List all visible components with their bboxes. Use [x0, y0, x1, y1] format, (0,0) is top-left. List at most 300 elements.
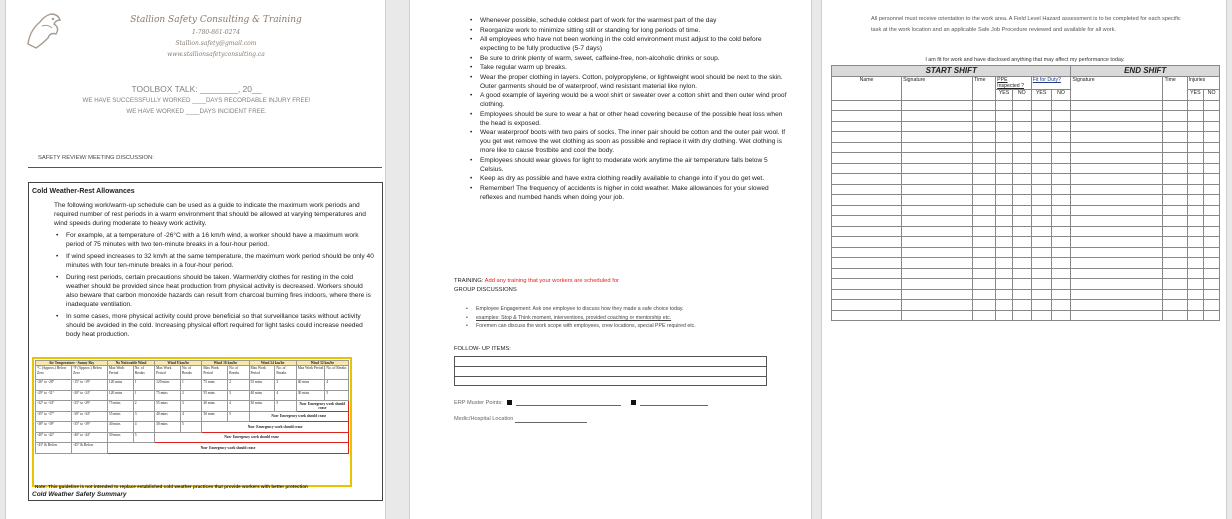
sign-in-cell[interactable]	[996, 247, 1013, 258]
sign-in-cell[interactable]	[1071, 174, 1163, 185]
sign-in-cell[interactable]	[996, 279, 1013, 290]
sign-in-cell[interactable]	[1051, 100, 1071, 111]
cold-weather-tips	[468, 16, 788, 202]
table-row[interactable]	[832, 268, 1220, 279]
sign-in-cell[interactable]	[1163, 174, 1187, 185]
sign-in-cell[interactable]	[1051, 310, 1071, 321]
sign-in-cell[interactable]	[832, 184, 902, 195]
sign-in-cell[interactable]	[1012, 258, 1031, 269]
sign-in-cell[interactable]	[832, 268, 902, 279]
table-row[interactable]	[832, 100, 1220, 111]
sign-in-cell[interactable]	[1187, 237, 1204, 248]
sign-in-cell[interactable]	[1187, 184, 1204, 195]
sign-in-cell[interactable]	[1012, 226, 1031, 237]
sign-in-cell[interactable]	[973, 216, 996, 227]
group-discussion-bullets	[464, 305, 784, 331]
cold-weather-section	[28, 182, 383, 501]
sign-in-cell[interactable]	[902, 111, 973, 122]
sign-in-cell[interactable]	[1051, 279, 1071, 290]
sign-in-cell[interactable]	[1187, 226, 1204, 237]
sign-in-cell[interactable]	[996, 100, 1013, 111]
sign-in-cell[interactable]	[902, 184, 973, 195]
sign-in-cell[interactable]	[1204, 111, 1220, 122]
company-name: Stallion Safety Consulting & Training	[130, 15, 302, 25]
sign-in-cell[interactable]	[902, 279, 973, 290]
sign-in-cell[interactable]	[1204, 153, 1220, 164]
table-row[interactable]	[832, 121, 1220, 132]
sign-in-cell[interactable]	[832, 310, 902, 321]
sign-in-cell[interactable]	[1187, 121, 1204, 132]
sign-in-cell[interactable]	[1163, 153, 1187, 164]
sign-in-cell[interactable]	[1031, 111, 1051, 122]
sign-in-cell[interactable]	[1031, 142, 1051, 153]
sign-in-cell[interactable]	[1204, 310, 1220, 321]
sign-in-cell[interactable]	[973, 247, 996, 258]
sign-in-cell[interactable]	[1012, 289, 1031, 300]
table-row[interactable]	[832, 300, 1220, 311]
sign-in-cell[interactable]	[1163, 247, 1187, 258]
sign-in-cell[interactable]	[1051, 184, 1071, 195]
sign-in-cell[interactable]	[996, 174, 1013, 185]
chart-cell: 75 mins	[107, 401, 133, 412]
sign-in-cell[interactable]	[902, 142, 973, 153]
erp-field-2[interactable]	[640, 399, 708, 406]
rest-allowance-bullets	[54, 231, 376, 339]
sign-in-cell[interactable]	[973, 258, 996, 269]
sign-in-cell[interactable]	[1071, 310, 1163, 321]
sign-in-cell[interactable]	[1051, 142, 1071, 153]
sign-in-cell[interactable]	[1051, 121, 1071, 132]
sign-in-cell[interactable]	[1031, 247, 1051, 258]
sign-in-cell[interactable]	[1012, 132, 1031, 143]
sign-in-cell[interactable]	[1187, 258, 1204, 269]
chart-sub-header: Max Work Period	[249, 366, 275, 380]
list-item: • Reorganize work to minimize sitting still or standing for long periods of time.	[468, 26, 788, 35]
sign-in-cell[interactable]	[1071, 247, 1163, 258]
sign-in-cell[interactable]	[832, 100, 902, 111]
table-row[interactable]	[832, 163, 1220, 174]
sign-in-cell[interactable]	[973, 111, 996, 122]
sign-in-cell[interactable]	[1051, 258, 1071, 269]
sign-in-cell[interactable]	[973, 153, 996, 164]
chart-cell: -20° to -24°	[72, 390, 108, 401]
sign-in-cell[interactable]	[1204, 195, 1220, 206]
sign-in-cell[interactable]	[1031, 310, 1051, 321]
table-row[interactable]	[832, 174, 1220, 185]
sign-in-cell[interactable]	[973, 121, 996, 132]
sign-in-cell[interactable]	[1163, 132, 1187, 143]
sign-in-cell[interactable]	[1204, 268, 1220, 279]
sign-in-cell[interactable]	[902, 174, 973, 185]
sign-in-cell[interactable]	[973, 300, 996, 311]
sign-in-cell[interactable]	[1187, 111, 1204, 122]
sign-in-cell[interactable]	[832, 132, 902, 143]
table-row[interactable]	[832, 132, 1220, 143]
sign-in-cell[interactable]	[1031, 226, 1051, 237]
sign-in-cell[interactable]	[1204, 289, 1220, 300]
sign-in-cell[interactable]	[973, 205, 996, 216]
chart-sub-header: No. of Breaks	[180, 366, 201, 380]
sign-in-cell[interactable]	[1031, 174, 1051, 185]
chart-sub-header: No. of Breaks	[228, 366, 249, 380]
sign-in-cell[interactable]	[973, 100, 996, 111]
work-should-cease-cell: Non- Emergency work should cease	[107, 443, 348, 454]
chart-cell: 2	[133, 401, 154, 412]
end-shift-header: END SHIFT	[1071, 66, 1220, 77]
chart-group-header: Wind 8 km/hr	[155, 361, 202, 366]
sign-in-cell[interactable]	[996, 195, 1013, 206]
sign-in-cell[interactable]	[1187, 289, 1204, 300]
sign-in-cell[interactable]	[1163, 163, 1187, 174]
chart-sub-header: °F (Approx.) Below Zero	[72, 366, 108, 380]
chart-cell: 2	[228, 380, 249, 391]
medic-field[interactable]	[515, 416, 587, 423]
sign-in-cell[interactable]	[1071, 163, 1163, 174]
sign-in-cell[interactable]	[1163, 111, 1187, 122]
sign-in-cell[interactable]	[1051, 205, 1071, 216]
sign-in-cell[interactable]	[902, 237, 973, 248]
sign-in-cell[interactable]	[1071, 289, 1163, 300]
sign-in-cell[interactable]	[1204, 132, 1220, 143]
sign-in-cell[interactable]	[1204, 226, 1220, 237]
sign-in-cell[interactable]	[1031, 258, 1051, 269]
sign-in-cell[interactable]	[1071, 258, 1163, 269]
sign-in-cell[interactable]	[1012, 300, 1031, 311]
table-row[interactable]	[832, 195, 1220, 206]
sign-in-cell[interactable]	[832, 205, 902, 216]
chart-cell: -40° to -42°	[36, 432, 72, 443]
list-item: • Keep as dry as possible and have extra clothing readily available to change into if you do get wet.	[468, 174, 788, 183]
sign-in-cell[interactable]	[1187, 153, 1204, 164]
table-row[interactable]	[832, 258, 1220, 269]
sign-in-cell[interactable]	[1031, 153, 1051, 164]
sign-in-cell[interactable]	[973, 237, 996, 248]
sign-in-cell[interactable]	[1071, 142, 1163, 153]
sign-in-cell[interactable]	[902, 258, 973, 269]
sign-in-cell[interactable]	[902, 195, 973, 206]
table-row[interactable]	[832, 205, 1220, 216]
intro-paragraph: The following work/warm-up schedule can be used as a guide to indicate the maximum work periods and required number of rest periods in a warm environment that should be allowed at varying temperatures and wind speeds during moderate to heavy work activity.	[54, 202, 366, 227]
sign-in-cell[interactable]	[1071, 121, 1163, 132]
sign-in-cell[interactable]	[832, 216, 902, 227]
sign-in-cell[interactable]	[1204, 237, 1220, 248]
sign-in-cell[interactable]	[832, 247, 902, 258]
sign-in-cell[interactable]	[1071, 237, 1163, 248]
sign-in-cell[interactable]	[832, 279, 902, 290]
sign-in-cell[interactable]	[1204, 279, 1220, 290]
sign-in-cell[interactable]	[1204, 258, 1220, 269]
sign-in-cell[interactable]	[1051, 226, 1071, 237]
sign-in-cell[interactable]	[996, 268, 1013, 279]
chart-cell: 30 mins	[296, 390, 325, 401]
col-time-end: Time	[1163, 77, 1187, 101]
sign-in-cell[interactable]	[1187, 216, 1204, 227]
medic-label: Medic/Hospital Location	[454, 416, 514, 422]
sign-in-cell[interactable]	[1012, 163, 1031, 174]
list-item: • All employees who have not been working in the cold environment must adjust to the cold before expecting to be fully productive (5-7 days)	[468, 35, 788, 53]
sign-in-cell[interactable]	[996, 121, 1013, 132]
sign-in-cell[interactable]	[1031, 289, 1051, 300]
sign-in-cell[interactable]	[1012, 310, 1031, 321]
sign-in-cell[interactable]	[1204, 300, 1220, 311]
sign-in-cell[interactable]	[1187, 205, 1204, 216]
sign-in-cell[interactable]	[1012, 268, 1031, 279]
checkbox-icon[interactable]	[507, 400, 512, 405]
sign-in-cell[interactable]	[1187, 100, 1204, 111]
sign-in-cell[interactable]	[1012, 121, 1031, 132]
sign-in-cell[interactable]	[1051, 237, 1071, 248]
list-item: • Whenever possible, schedule coldest part of work for the warmest part of the day	[468, 16, 788, 25]
followup-box[interactable]	[454, 356, 767, 386]
sign-in-cell[interactable]	[832, 142, 902, 153]
safety-review-label: SAFETY REVIEW/ MEETING DISCUSSION:	[38, 155, 154, 161]
sign-in-cell[interactable]	[902, 300, 973, 311]
sign-in-cell[interactable]	[832, 237, 902, 248]
sign-in-cell[interactable]	[1031, 100, 1051, 111]
sign-in-cell[interactable]	[1031, 132, 1051, 143]
sign-in-cell[interactable]	[973, 184, 996, 195]
sign-in-cell[interactable]	[996, 205, 1013, 216]
sign-in-cell[interactable]	[1031, 216, 1051, 227]
sign-in-cell[interactable]	[902, 153, 973, 164]
sign-in-cell[interactable]	[1051, 268, 1071, 279]
sign-in-cell[interactable]	[1051, 153, 1071, 164]
sign-in-cell[interactable]	[1031, 163, 1051, 174]
sign-in-cell[interactable]	[832, 121, 902, 132]
sign-in-cell[interactable]	[832, 111, 902, 122]
sign-in-cell[interactable]	[832, 226, 902, 237]
sign-in-cell[interactable]	[902, 247, 973, 258]
sign-in-cell[interactable]	[902, 121, 973, 132]
sign-in-cell[interactable]	[902, 216, 973, 227]
sign-in-cell[interactable]	[996, 300, 1013, 311]
chart-sub-header: °C (Approx.) Below Zero	[36, 366, 72, 380]
sign-in-cell[interactable]	[1071, 279, 1163, 290]
chart-cell: -25° to -29°	[72, 401, 108, 412]
table-row[interactable]	[832, 184, 1220, 195]
sign-in-cell[interactable]	[1012, 216, 1031, 227]
sign-in-cell[interactable]	[973, 174, 996, 185]
sign-in-cell[interactable]	[1163, 100, 1187, 111]
sign-in-cell[interactable]	[1187, 174, 1204, 185]
sign-in-cell[interactable]	[1071, 216, 1163, 227]
sign-in-cell[interactable]	[1051, 216, 1071, 227]
chart-cell: 3	[180, 401, 201, 412]
sign-in-cell[interactable]	[996, 237, 1013, 248]
table-row[interactable]	[832, 247, 1220, 258]
sign-in-cell[interactable]	[973, 268, 996, 279]
sign-in-cell[interactable]	[1163, 195, 1187, 206]
sign-in-cell[interactable]	[1187, 268, 1204, 279]
injury-free-line: WE HAVE SUCCESSFULLY WORKED ____DAYS RECORDABLE INJURY FREE!	[82, 97, 311, 104]
sign-in-cell[interactable]	[1163, 184, 1187, 195]
sign-in-cell[interactable]	[902, 289, 973, 300]
list-item: • If wind speed increases to 32 km/h at the same temperature, the maximum work period should be only 40 minutes with four ten-minute breaks in a four-hour period.	[54, 252, 376, 270]
sign-in-cell[interactable]	[996, 310, 1013, 321]
sign-in-cell[interactable]	[1051, 195, 1071, 206]
sign-in-cell[interactable]	[1031, 300, 1051, 311]
sign-in-cell[interactable]	[832, 174, 902, 185]
sign-in-cell[interactable]	[1071, 300, 1163, 311]
table-row[interactable]	[832, 279, 1220, 290]
sign-in-cell[interactable]	[1012, 247, 1031, 258]
sign-in-cell[interactable]	[1204, 174, 1220, 185]
sign-in-cell[interactable]	[1163, 268, 1187, 279]
list-item: • Take regular warm up breaks.	[468, 63, 788, 72]
sign-in-cell[interactable]	[1163, 310, 1187, 321]
table-row[interactable]	[832, 216, 1220, 227]
sign-in-cell[interactable]	[973, 289, 996, 300]
sign-in-cell[interactable]	[832, 258, 902, 269]
sign-in-cell[interactable]	[832, 289, 902, 300]
sign-in-cell[interactable]	[1031, 184, 1051, 195]
chart-sub-header: No. of Breaks	[325, 366, 349, 380]
sign-in-cell[interactable]	[1187, 195, 1204, 206]
sign-in-cell[interactable]	[973, 310, 996, 321]
sign-in-cell[interactable]	[1012, 184, 1031, 195]
sign-in-cell[interactable]	[1012, 279, 1031, 290]
sign-in-cell[interactable]	[1071, 132, 1163, 143]
sign-in-cell[interactable]	[902, 205, 973, 216]
sign-in-cell[interactable]	[1163, 237, 1187, 248]
sign-in-cell[interactable]	[1071, 205, 1163, 216]
sign-in-cell[interactable]	[1163, 279, 1187, 290]
sign-in-cell[interactable]	[1187, 132, 1204, 143]
sign-in-cell[interactable]	[1163, 226, 1187, 237]
sign-in-cell[interactable]	[1163, 216, 1187, 227]
sign-in-cell[interactable]	[996, 142, 1013, 153]
col-time: Time	[973, 77, 996, 101]
sign-in-cell[interactable]	[996, 184, 1013, 195]
chart-cell: 75 mins	[155, 390, 181, 401]
sign-in-cell[interactable]	[996, 226, 1013, 237]
sign-in-cell[interactable]	[973, 132, 996, 143]
sign-in-cell[interactable]	[832, 153, 902, 164]
sign-in-cell[interactable]	[1012, 195, 1031, 206]
sign-in-cell[interactable]	[902, 226, 973, 237]
sign-in-cell[interactable]	[973, 142, 996, 153]
sign-in-cell[interactable]	[1031, 268, 1051, 279]
sign-in-cell[interactable]	[996, 258, 1013, 269]
sign-in-cell[interactable]	[973, 195, 996, 206]
sign-in-cell[interactable]	[1012, 111, 1031, 122]
sign-in-cell[interactable]	[902, 132, 973, 143]
sign-in-cell[interactable]	[996, 111, 1013, 122]
sign-in-cell[interactable]	[902, 163, 973, 174]
sign-in-cell[interactable]	[1012, 237, 1031, 248]
checkbox-icon[interactable]	[631, 400, 636, 405]
table-row[interactable]	[832, 111, 1220, 122]
sign-in-cell[interactable]	[1051, 174, 1071, 185]
sign-in-cell[interactable]	[1187, 247, 1204, 258]
sign-in-cell[interactable]	[1204, 142, 1220, 153]
table-row[interactable]	[832, 142, 1220, 153]
sign-in-cell[interactable]	[832, 195, 902, 206]
col-name: Name	[832, 77, 902, 101]
sign-in-cell[interactable]	[1071, 226, 1163, 237]
sign-in-cell[interactable]	[1012, 205, 1031, 216]
sign-in-cell[interactable]	[1071, 153, 1163, 164]
sign-in-cell[interactable]	[996, 289, 1013, 300]
sign-in-cell[interactable]	[1031, 121, 1051, 132]
list-item: • Be sure to drink plenty of warm, sweet, caffeine-free, non-alcoholic drinks or soup.	[468, 54, 788, 63]
sign-in-cell[interactable]	[1051, 289, 1071, 300]
chart-group-header: Air Temperature - Sunny Sky	[36, 361, 108, 366]
sign-in-cell[interactable]	[1031, 205, 1051, 216]
sign-in-cell[interactable]	[1204, 247, 1220, 258]
sign-in-cell[interactable]	[1031, 195, 1051, 206]
sign-in-cell[interactable]	[1187, 163, 1204, 174]
start-shift-header: START SHIFT	[832, 66, 1071, 77]
sign-in-cell[interactable]	[1071, 100, 1163, 111]
table-row[interactable]	[832, 289, 1220, 300]
sign-in-cell[interactable]	[1012, 142, 1031, 153]
sign-in-cell[interactable]	[1012, 153, 1031, 164]
sign-in-cell[interactable]	[973, 279, 996, 290]
sign-in-cell[interactable]	[973, 226, 996, 237]
sign-in-cell[interactable]	[1187, 300, 1204, 311]
sign-in-cell[interactable]	[1163, 205, 1187, 216]
sign-in-cell[interactable]	[1204, 216, 1220, 227]
sign-in-cell[interactable]	[996, 163, 1013, 174]
table-row[interactable]	[832, 226, 1220, 237]
sign-in-cell[interactable]	[1204, 184, 1220, 195]
sign-in-cell[interactable]	[1031, 237, 1051, 248]
table-row[interactable]	[832, 153, 1220, 164]
sign-in-cell[interactable]	[1163, 121, 1187, 132]
sign-in-cell[interactable]	[1031, 279, 1051, 290]
sign-in-cell[interactable]	[1187, 310, 1204, 321]
sign-in-cell[interactable]	[1187, 279, 1204, 290]
sign-in-cell[interactable]	[1051, 163, 1071, 174]
sign-in-cell[interactable]	[1187, 142, 1204, 153]
sign-in-cell[interactable]	[1204, 121, 1220, 132]
sign-in-cell[interactable]	[996, 132, 1013, 143]
sign-in-cell[interactable]	[1012, 100, 1031, 111]
table-row[interactable]	[832, 310, 1220, 321]
sign-in-cell[interactable]	[1071, 111, 1163, 122]
sign-in-cell[interactable]	[1051, 300, 1071, 311]
sign-in-cell[interactable]	[902, 268, 973, 279]
sign-in-cell[interactable]	[1071, 184, 1163, 195]
list-item: • Employees should be sure to wear a hat or other head covering because of the possible heat loss when the head is exposed.	[468, 110, 788, 128]
sign-in-cell[interactable]	[1163, 300, 1187, 311]
sign-in-cell[interactable]	[1071, 195, 1163, 206]
sign-in-cell[interactable]	[902, 100, 973, 111]
erp-field-1[interactable]	[516, 399, 621, 406]
sign-in-cell[interactable]	[1204, 205, 1220, 216]
sign-in-cell[interactable]	[1204, 163, 1220, 174]
sign-in-cell[interactable]	[1051, 111, 1071, 122]
sign-in-cell[interactable]	[1163, 289, 1187, 300]
sign-in-cell[interactable]	[1163, 258, 1187, 269]
sign-in-cell[interactable]	[1204, 100, 1220, 111]
sign-in-cell[interactable]	[902, 310, 973, 321]
sign-in-cell[interactable]	[1163, 142, 1187, 153]
table-row[interactable]	[832, 237, 1220, 248]
sign-in-cell[interactable]	[996, 216, 1013, 227]
sign-in-cell[interactable]	[832, 300, 902, 311]
sign-in-cell[interactable]	[996, 153, 1013, 164]
list-item: • During rest periods, certain precautions should be taken. Warmer/dry clothes for resting in the cold weather should be provided since heat production from physical activity is decreased. Workers should also beware that carbon monoxide hazards can result from charcoal burning fires indoors, where there is inadequate ventilation.	[54, 273, 376, 309]
sign-in-cell[interactable]	[1012, 174, 1031, 185]
chart-cell: 30 mins	[249, 401, 275, 412]
sign-in-cell[interactable]	[973, 163, 996, 174]
sign-in-cell[interactable]	[1051, 132, 1071, 143]
sign-in-cell[interactable]	[1071, 268, 1163, 279]
sign-in-cell[interactable]	[1051, 247, 1071, 258]
sign-in-cell[interactable]	[832, 163, 902, 174]
